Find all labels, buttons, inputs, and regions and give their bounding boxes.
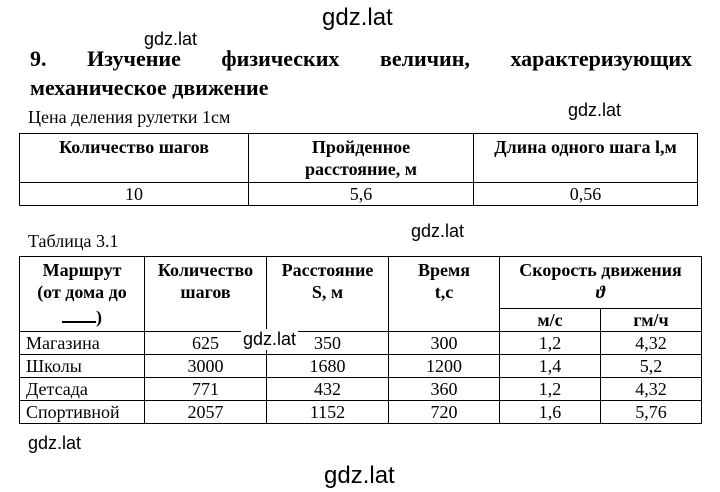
- cell-route: Школы: [20, 355, 145, 378]
- caption-tape-division: Цена деления рулетки 1см: [28, 107, 231, 127]
- heading-word-3: величин,: [379, 46, 470, 71]
- cell-speed-kmh: 4,32: [601, 378, 702, 401]
- cell-steps: 625: [145, 332, 267, 355]
- cell-speed-ms: 1,4: [500, 355, 601, 378]
- watermark-caption: gdz.lat: [568, 100, 622, 120]
- heading-line-2: механическое движение: [30, 75, 269, 100]
- cell-speed-ms: 1,2: [500, 378, 601, 401]
- table-header-row: [20, 134, 698, 183]
- heading-word-2: физических: [221, 46, 340, 71]
- heading-word-1: Изучение: [87, 46, 181, 71]
- cell-speed-ms: 1,6: [500, 401, 601, 424]
- table-row: [20, 183, 698, 206]
- cell-route: Детсада: [20, 378, 145, 401]
- watermark-below-table: gdz.lat: [28, 433, 82, 453]
- heading-number: 9.: [30, 46, 47, 71]
- header-step-count: Количество шагов: [20, 134, 249, 183]
- header-speed: Скорость движения ϑ: [500, 257, 702, 309]
- cell-time: 1200: [389, 355, 500, 378]
- header-distance: Пройденное расстояние, м: [249, 134, 474, 183]
- cell-steps: 771: [145, 378, 267, 401]
- cell-step-length: 0,56: [474, 183, 698, 206]
- watermark-top: gdz.lat: [322, 4, 393, 31]
- blank-line: [62, 303, 96, 323]
- cell-time: 300: [389, 332, 500, 355]
- header-route: Маршрут (от дома до ): [20, 257, 145, 332]
- header-unit-ms: м/с: [500, 308, 601, 331]
- cell-route: Магазина: [20, 332, 145, 355]
- watermark-heading: gdz.lat: [144, 29, 198, 49]
- watermark-table-overlay: gdz.lat: [243, 329, 297, 349]
- header-step-length: Длина одного шага l,м: [474, 134, 698, 183]
- cell-step-count: 10: [20, 183, 249, 206]
- speed-symbol: ϑ: [595, 282, 606, 302]
- table-row: [20, 332, 702, 355]
- header-step-count: Количество шагов: [145, 257, 267, 332]
- cell-steps: 3000: [145, 355, 267, 378]
- cell-route: Спортивной: [20, 401, 145, 424]
- cell-distance: 5,6: [249, 183, 474, 206]
- heading-word-4: характеризующих: [510, 46, 692, 71]
- cell-speed-ms: 1,2: [500, 332, 601, 355]
- table-header-row: [20, 257, 702, 309]
- table-row: [20, 355, 702, 378]
- cell-time: 360: [389, 378, 500, 401]
- cell-speed-kmh: 4,32: [601, 332, 702, 355]
- header-unit-kmh: гм/ч: [601, 308, 702, 331]
- table-row: [20, 401, 702, 424]
- header-time: Время t,c: [389, 257, 500, 332]
- cell-time: 720: [389, 401, 500, 424]
- table-row: [20, 378, 702, 401]
- cell-speed-kmh: 5,2: [601, 355, 702, 378]
- routes-table: [19, 256, 702, 424]
- cell-distance: 350: [267, 332, 389, 355]
- step-length-table: [19, 133, 698, 206]
- cell-steps: 2057: [145, 401, 267, 424]
- section-heading: [30, 44, 692, 102]
- cell-distance: 1152: [267, 401, 389, 424]
- watermark-bottom: gdz.lat: [324, 462, 395, 489]
- heading-line-1: [30, 44, 692, 73]
- caption-table-3-1: Таблица 3.1: [28, 231, 119, 251]
- cell-distance: 1680: [267, 355, 389, 378]
- watermark-above-table: gdz.lat: [411, 221, 465, 241]
- cell-speed-kmh: 5,76: [601, 401, 702, 424]
- cell-distance: 432: [267, 378, 389, 401]
- header-distance: Расстояние S, м: [267, 257, 389, 332]
